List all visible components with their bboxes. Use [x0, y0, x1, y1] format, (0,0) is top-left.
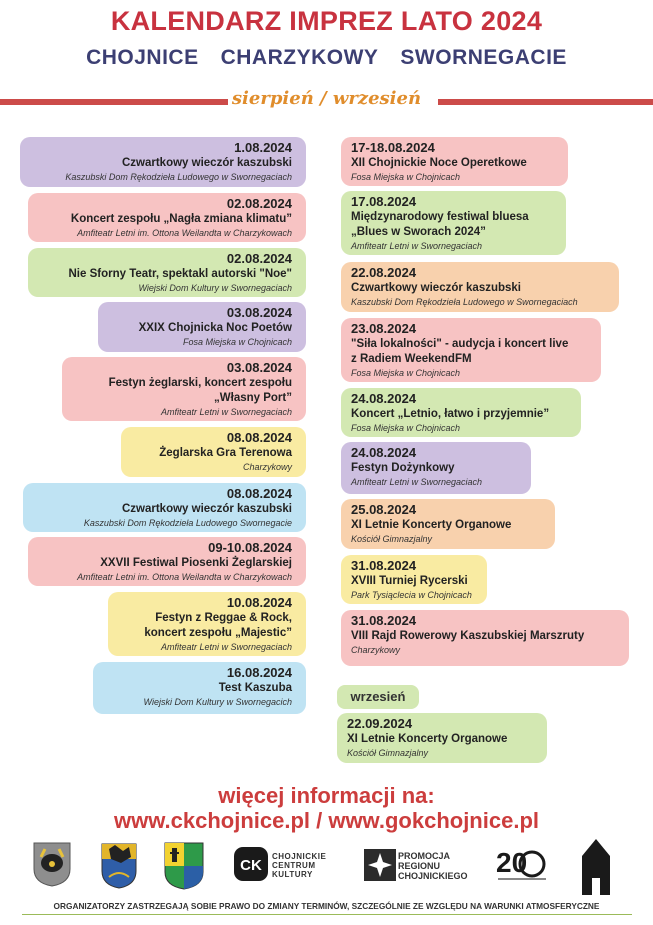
coat-of-arms-gmina-icon: [101, 843, 137, 889]
event-place: Kościół Gimnazjalny: [347, 748, 429, 758]
event-title: Czwartkowy wieczór kaszubski: [121, 503, 292, 515]
website-links[interactable]: www.ckchojnice.pl / www.gokchojnice.pl: [113, 808, 539, 833]
town-chojnice: CHOJNICE: [86, 46, 199, 69]
event-place: Charzykowy: [351, 645, 401, 655]
ck-text-line3: KULTURY: [272, 870, 313, 879]
event-card-left: [93, 662, 306, 714]
event-date: 08.08.2024: [226, 486, 292, 501]
event-title-line2: z Radiem WeekendFM: [351, 353, 472, 365]
coat-of-arms-chojnice-icon: [32, 841, 72, 887]
event-card-right: [341, 442, 531, 494]
promo-text-line3: CHOJNICKIEGO: [398, 871, 468, 881]
event-place: Amfiteatr Letni im. Ottona Weilandta w Charzykowach: [77, 228, 292, 238]
event-date: 02.08.2024: [226, 196, 292, 211]
event-card-right: [341, 610, 629, 666]
event-card-left: [62, 357, 306, 421]
event-date: 24.08.2024: [351, 391, 417, 406]
event-title: Międzynarodowy festiwal bluesa: [351, 211, 529, 223]
event-card-left: [28, 537, 306, 586]
promo-text-line1: PROMOCJA: [398, 851, 451, 861]
event-place: Park Tysiąclecia w Chojnicach: [351, 590, 472, 600]
event-date: 17.08.2024: [351, 194, 417, 209]
event-date: 22.09.2024: [347, 716, 413, 731]
more-info-label: więcej informacji na:: [218, 783, 435, 808]
event-place: Amfiteatr Letni w Swornegaciach: [351, 241, 483, 251]
footer-disclaimer: ORGANIZATORZY ZASTRZEGAJĄ SOBIE PRAWO DO ZMIANY TERMINÓW, SZCZEGÓLNIE ZE WZGLĘDU NA WARUNKI ATMOSFERYCZNE: [53, 901, 600, 911]
event-title: Czwartkowy wieczór kaszubski: [121, 157, 292, 169]
ck-logo-icon: [233, 846, 269, 882]
event-title: Nie Sforny Teatr, spektakl autorski "Noe": [68, 268, 292, 280]
footer-divider: [22, 914, 632, 915]
event-card-right: [341, 318, 601, 382]
page-title: KALENDARZ IMPREZ LATO 2024: [110, 6, 543, 36]
event-card-right: [341, 499, 555, 549]
ck-text-line2: CENTRUM: [272, 861, 316, 870]
event-place: Fosa Miejska w Chojnicach: [351, 172, 461, 182]
event-card-right: [341, 262, 619, 312]
event-place: Amfiteatr Letni w Swornegaciach: [160, 642, 292, 652]
event-title-line2: „Blues w Sworach 2024”: [351, 226, 486, 238]
event-date: 03.08.2024: [226, 305, 292, 320]
event-title: Festyn z Reggae & Rock,: [155, 612, 292, 624]
event-place: Wiejski Dom Kultury w Swornegacich: [143, 697, 292, 707]
ck-text-line1: CHOJNICKIE: [272, 852, 327, 861]
event-place: Fosa Miejska w Chojnicach: [351, 368, 461, 378]
promocja-logo-label: [398, 851, 468, 881]
event-date: 02.08.2024: [226, 251, 292, 266]
event-date: 24.08.2024: [351, 445, 417, 460]
event-title-line2: koncert zespołu „Majestic”: [144, 627, 292, 639]
event-title: VIII Rajd Rowerowy Kaszubskiej Marszruty: [351, 630, 585, 642]
event-title: XXVII Festiwal Piosenki Żeglarskiej: [100, 557, 292, 569]
event-card-right: [337, 713, 547, 763]
event-title: Festyn Dożynkowy: [351, 462, 455, 474]
event-date: 31.08.2024: [351, 613, 417, 628]
event-date: 10.08.2024: [226, 595, 292, 610]
event-card-left: [121, 427, 306, 477]
event-card-left: [20, 137, 306, 187]
event-place: Wiejski Dom Kultury w Swornegaciach: [138, 283, 292, 293]
event-card-right: [341, 137, 568, 186]
event-title: XI Letnie Koncerty Organowe: [351, 519, 512, 531]
event-date: 1.08.2024: [234, 140, 292, 155]
event-place: Amfiteatr Letni im. Ottona Weilandta w Charzykowach: [77, 572, 292, 582]
promocja-logo-icon: [364, 849, 396, 881]
event-title-line2: „Własny Port”: [214, 392, 292, 404]
event-place: Amfiteatr Letni w Swornegaciach: [351, 477, 483, 487]
event-date: 17-18.08.2024: [351, 140, 435, 155]
event-place: Amfiteatr Letni w Swornegaciach: [160, 407, 292, 417]
event-date: 16.08.2024: [226, 665, 292, 680]
event-title: XVIII Turniej Rycerski: [351, 575, 468, 587]
town-charzykowy: CHARZYKOWY: [220, 46, 379, 69]
event-date: 31.08.2024: [351, 558, 417, 573]
coat-of-arms-charzykowy-icon: [164, 842, 204, 890]
event-title: Żeglarska Gra Terenowa: [159, 447, 292, 459]
event-date: 23.08.2024: [351, 321, 417, 336]
event-title: "Siła lokalności" - audycja i koncert live: [351, 338, 569, 350]
event-title: Test Kaszuba: [218, 682, 292, 694]
event-date: 22.08.2024: [351, 265, 417, 280]
event-place: Charzykowy: [242, 462, 292, 472]
event-title: XXIX Chojnicka Noc Poetów: [138, 322, 292, 334]
event-place: Kaszubski Dom Rękodzieła Ludowego Swornegacie: [83, 518, 292, 528]
event-date: 08.08.2024: [226, 430, 292, 445]
promo-text-line2: REGIONU: [398, 861, 441, 871]
event-title: XII Chojnickie Noce Operetkowe: [351, 157, 527, 169]
event-card-left: [108, 592, 306, 656]
event-date: 25.08.2024: [351, 502, 417, 517]
event-card-right: [341, 388, 581, 437]
event-date: 09-10.08.2024: [208, 540, 292, 555]
ck-logo-text: CK: [240, 857, 262, 874]
anniversary-logo-icon: [494, 842, 554, 886]
month-label-september: wrzesień: [337, 685, 419, 709]
event-card-left: [98, 302, 306, 352]
ck-logo-label: [272, 852, 326, 879]
event-card-left: [28, 193, 306, 242]
anniversary-number: 20: [496, 847, 528, 878]
event-place: Fosa Miejska w Chojnicach: [351, 423, 461, 433]
event-place: Fosa Miejska w Chojnicach: [182, 337, 292, 347]
event-title: Czwartkowy wieczór kaszubski: [351, 282, 522, 294]
towns-row: [0, 46, 653, 70]
event-title: XI Letnie Koncerty Organowe: [347, 733, 508, 745]
event-place: Kaszubski Dom Rękodzieła Ludowego w Swornegaciach: [65, 172, 292, 182]
tower-logo-icon: [580, 838, 612, 896]
event-card-right: [341, 555, 487, 604]
season-label: sierpień / wrzesień: [231, 88, 422, 109]
event-card-right: [341, 191, 566, 255]
event-card-left: [23, 483, 306, 532]
event-title: Koncert zespołu „Nagła zmiana klimatu”: [70, 213, 292, 225]
event-card-left: [28, 248, 306, 297]
event-place: Kaszubski Dom Rękodzieła Ludowego w Swornegaciach: [351, 297, 578, 307]
event-title: Koncert „Letnio, łatwo i przyjemnie”: [351, 408, 550, 420]
town-swornegacie: SWORNEGACIE: [400, 46, 567, 69]
event-place: Kościół Gimnazjalny: [351, 534, 433, 544]
event-title: Festyn żeglarski, koncert zespołu: [108, 377, 292, 389]
event-date: 03.08.2024: [226, 360, 292, 375]
